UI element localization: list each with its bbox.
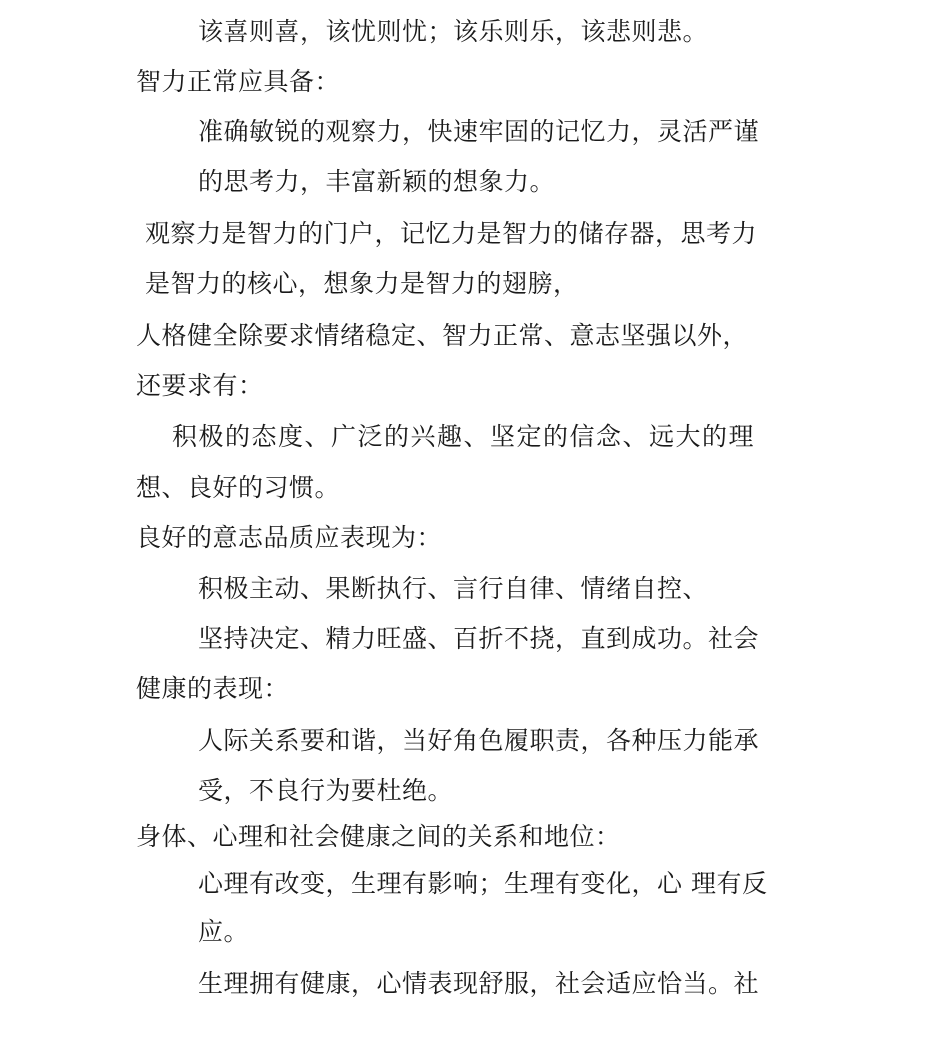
text-line-6: 是智力的核心，想象力是智力的翅膀， (145, 269, 579, 298)
text-line-11: 良好的意志品质应表现为： (136, 523, 443, 552)
text-line-16: 受，不良行为要杜绝。 (198, 776, 454, 805)
text-line-15: 人际关系要和谐，当好角色履职责，各种压力能承 (198, 726, 760, 755)
text-line-13: 坚持决定、精力旺盛、百折不挠，直到成功。社会 (198, 624, 760, 653)
text-line-3: 准确敏锐的观察力，快速牢固的记忆力，灵活严谨 (198, 117, 760, 146)
text-line-12: 积极主动、果断执行、言行自律、情绪自控、 (198, 574, 709, 603)
text-line-19: 应。 (198, 917, 250, 946)
text-line-5: 观察力是智力的门户，记忆力是智力的储存器，思考力 (145, 219, 758, 248)
text-line-4: 的思考力，丰富新颖的想象力。 (198, 167, 556, 196)
text-line-9: 积极的态度、广泛的兴趣、坚定的信念、远大的理 (172, 422, 756, 451)
text-line-2: 智力正常应具备： (136, 67, 341, 96)
text-line-17: 身体、心理和社会健康之间的关系和地位： (136, 822, 621, 851)
text-line-7: 人格健全除要求情绪稳定、智力正常、意志坚强以外， (136, 321, 749, 350)
text-line-8: 还要求有： (136, 371, 264, 400)
text-line-14: 健康的表现： (136, 674, 290, 703)
text-line-18: 心理有改变，生理有影响；生理有变化，心 理有反 (198, 869, 768, 898)
text-line-20: 生理拥有健康，心情表现舒服，社会适应恰当。社 (198, 969, 760, 998)
text-line-10: 想、良好的习惯。 (136, 473, 341, 502)
text-line-1: 该喜则喜，该忧则忧；该乐则乐，该悲则悲。 (198, 17, 709, 46)
